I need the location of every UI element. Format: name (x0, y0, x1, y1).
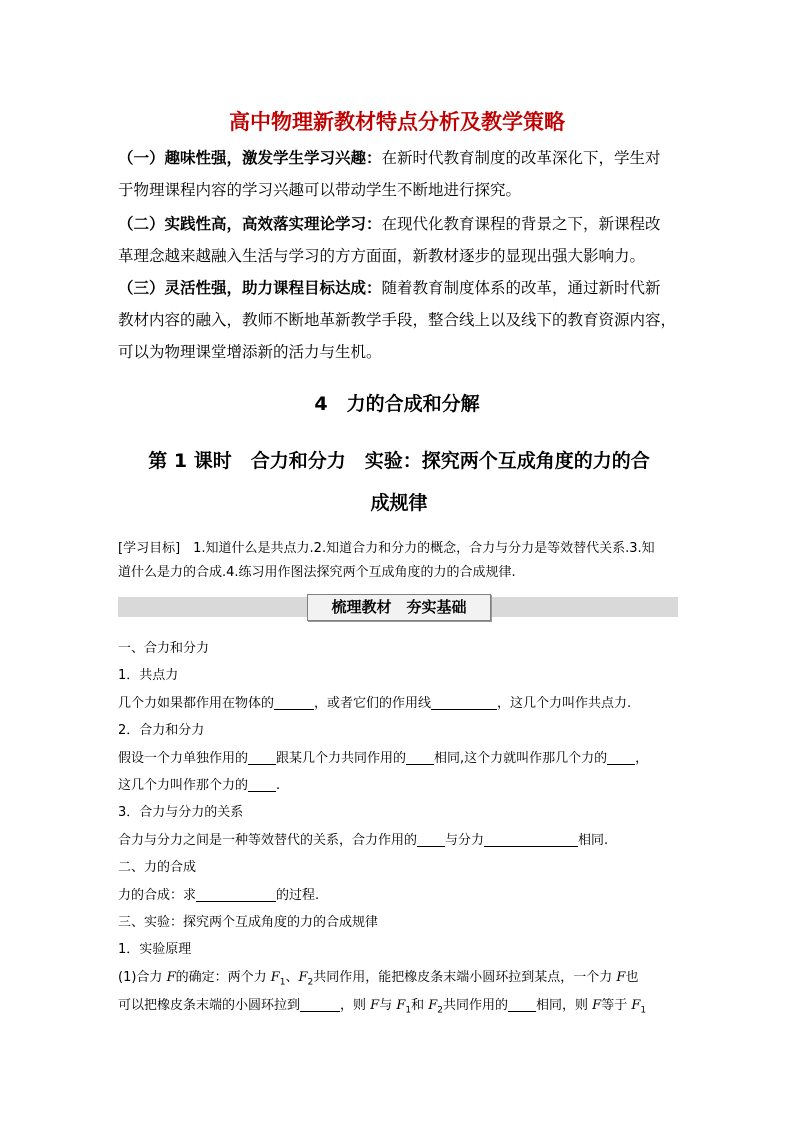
document-title: 高中物理新教材特点分析及教学策略 (229, 110, 565, 134)
var-F2: F (298, 970, 308, 985)
intro-paragraph-2 (118, 208, 680, 272)
text: 与分力 (445, 833, 485, 848)
text: 可以把橡皮条末端的小圆环拉到 (118, 998, 301, 1013)
text-line-relationship (118, 829, 680, 848)
text: 、 (285, 970, 299, 985)
intro-1-heading: （一）趣味性强，激发学生学习兴趣： (118, 148, 382, 167)
text: 与 (379, 998, 397, 1013)
intro-2-text-2: 革理念越来越融入生活与学习的方方面面，新教材逐步的显现出强大影响力。 (118, 247, 646, 265)
fill-blank[interactable] (508, 997, 536, 1012)
intro-3-text-2: 教材内容的融入，教师不断地革新教学手段，整合线上以及线下的教育资源内容， (118, 311, 677, 329)
text: 也 (625, 970, 639, 985)
var-F: F (592, 998, 602, 1013)
intro-2-text: 在现代化教育课程的背景之下，新课程改 (381, 215, 661, 233)
intro-1-text: 在新时代教育制度的改革深化下，学生对 (381, 149, 661, 167)
var-F1: F (270, 970, 280, 985)
intro-2-heading: （二）实践性高，高效落实理论学习： (118, 214, 382, 233)
text: 相同，则 (536, 998, 593, 1013)
fill-blank[interactable] (484, 832, 578, 847)
text-line-resultant-1 (118, 747, 680, 766)
text: ， (635, 751, 649, 766)
text: 和 (411, 998, 429, 1013)
text: 跟某几个力共同作用的 (276, 751, 407, 766)
fill-blank[interactable] (248, 777, 276, 792)
text: 共同作用的 (443, 998, 509, 1013)
text: 相同,这个力就叫作那几个力的 (434, 751, 608, 766)
intro-paragraph-3 (118, 272, 680, 368)
fill-blank[interactable] (196, 887, 276, 902)
lesson-title-line-2: 成规律 (370, 492, 428, 514)
text: 假设一个力单独作用的 (118, 751, 249, 766)
text-line-resultant-2 (118, 774, 680, 793)
var-F2: F (428, 998, 438, 1013)
fill-blank[interactable] (406, 750, 434, 765)
lesson-title-line-1: 第 1 课时 合力和分力 实验：探究两个互成角度的力的合 (148, 450, 650, 472)
intro-3-heading: （三）灵活性强，助力课程目标达成： (118, 278, 382, 297)
fill-blank[interactable] (300, 997, 340, 1012)
text: 的过程. (276, 888, 320, 903)
heading-3: 三、实验：探究两个互成角度的力的合成规律 (118, 915, 379, 930)
var-F1: F (631, 998, 641, 1013)
section-banner-label: 梳理教材 夯实基础 (307, 594, 491, 621)
text: 力的合成：求 (118, 888, 197, 903)
var-F: F (166, 970, 176, 985)
text: ，这几个力叫作共点力. (497, 696, 632, 711)
var-F: F (616, 970, 626, 985)
subheading-3: 3．合力与分力的关系 (118, 805, 244, 820)
intro-3-text-3: 可以为物理课堂增添新的活力与生机。 (118, 343, 382, 361)
section-title: 4 力的合成和分解 (314, 393, 480, 415)
text: ，则 (340, 998, 371, 1013)
intro-1-text-2: 于物理课程内容的学习兴趣可以带动学生不断地进行探究。 (118, 181, 522, 199)
text: (1)合力 (118, 970, 167, 985)
heading-2: 二、力的合成 (118, 860, 197, 875)
subscript: 2 (307, 977, 314, 988)
lesson-title (118, 440, 680, 524)
fill-blank[interactable] (607, 750, 635, 765)
text-line-composition (118, 884, 680, 903)
goal-line-2: 道什么是力的合成.4.练习用作图法探究两个互成角度的力的合成规律. (118, 565, 516, 580)
subscript: 1 (279, 977, 286, 988)
text-line-concurrent-force (118, 692, 680, 711)
heading-1: 一、合力和分力 (118, 641, 210, 656)
intro-paragraph-1 (118, 142, 680, 206)
text: 合力与分力之间是一种等效替代的关系，合力作用的 (118, 833, 418, 848)
text: ，或者它们的作用线 (314, 696, 432, 711)
intro-3-text: 随着教育制度体系的改革，通过新时代新 (381, 279, 661, 297)
text: . (276, 778, 281, 793)
text: 这几个力叫作那个力的 (118, 778, 249, 793)
fill-blank[interactable] (417, 832, 445, 847)
text: 相同. (578, 833, 609, 848)
subscript: 2 (437, 1005, 443, 1016)
var-F1: F (396, 998, 406, 1013)
text: 共同作用，能把橡皮条末端小圆环拉到某点，一个力 (313, 970, 617, 985)
subscript: 1 (640, 1005, 647, 1016)
text: 的确定：两个力 (175, 970, 271, 985)
subscript: 1 (405, 1005, 412, 1016)
fill-blank[interactable] (431, 695, 497, 710)
text: 等于 (601, 998, 632, 1013)
fill-blank[interactable] (274, 695, 314, 710)
subheading-2: 2．合力和分力 (118, 723, 205, 738)
subheading-1: 1．共点力 (118, 668, 179, 683)
text-line-principle-2 (118, 994, 680, 1016)
goal-line-1: [学习目标] 1.知道什么是共点力.2.知道合力和分力的概念，合力与分力是等效替代关系.3.知 (118, 541, 655, 556)
subheading-experiment-1: 1．实验原理 (118, 942, 192, 957)
var-F: F (370, 998, 380, 1013)
fill-blank[interactable] (248, 750, 276, 765)
text: 几个力如果都作用在物体的 (118, 696, 275, 711)
learning-goals (118, 537, 680, 585)
text-line-principle-1 (118, 966, 680, 988)
